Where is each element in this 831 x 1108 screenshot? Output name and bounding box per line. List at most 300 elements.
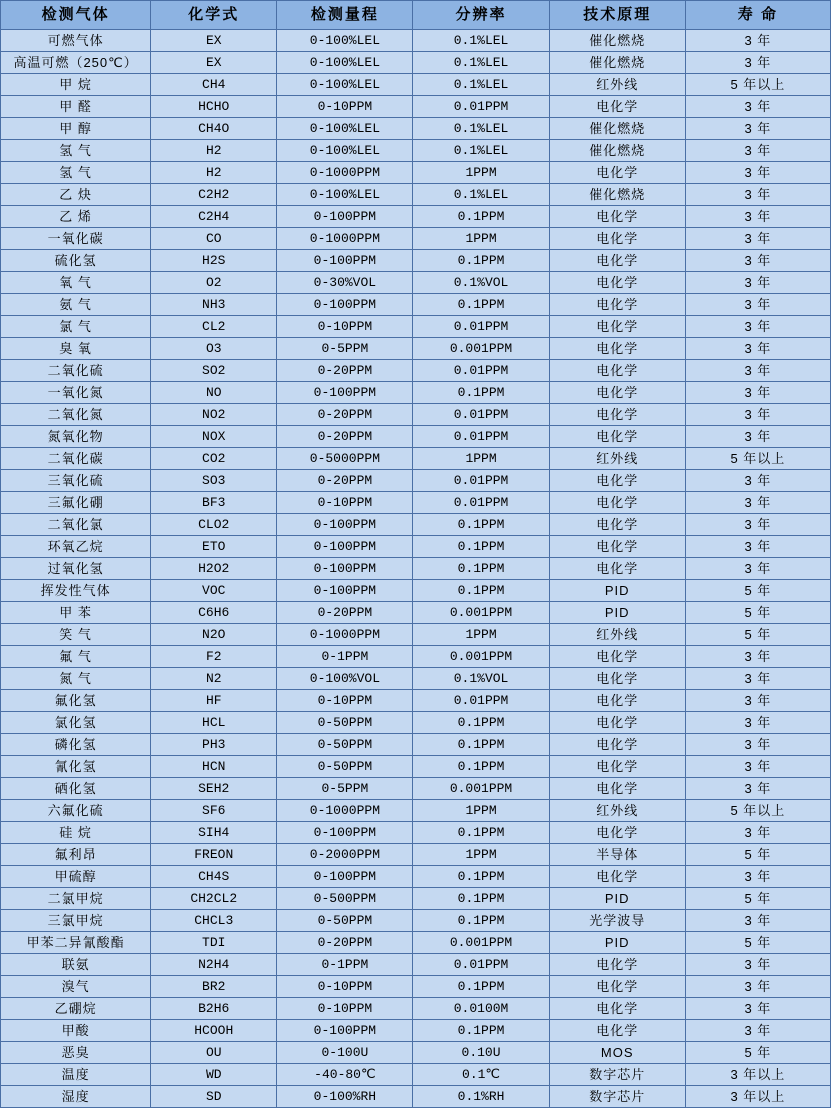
cell-gas-name: 氢 气 xyxy=(1,140,151,162)
cell-technical-principle: 电化学 xyxy=(549,294,685,316)
cell-technical-principle: MOS xyxy=(549,1042,685,1064)
cell-chemical-formula: H2 xyxy=(151,162,277,184)
cell-lifetime: 3 年 xyxy=(685,778,830,800)
cell-gas-name: 乙 炔 xyxy=(1,184,151,206)
cell-technical-principle: 红外线 xyxy=(549,624,685,646)
table-row xyxy=(1,602,831,624)
cell-resolution: 0.1PPM xyxy=(413,866,549,888)
cell-technical-principle: 电化学 xyxy=(549,866,685,888)
cell-technical-principle: 电化学 xyxy=(549,514,685,536)
column-header-principle: 技术原理 xyxy=(549,1,685,30)
cell-gas-name: 甲酸 xyxy=(1,1020,151,1042)
cell-lifetime: 3 年 xyxy=(685,558,830,580)
cell-detection-range: 0-100PPM xyxy=(277,536,413,558)
cell-detection-range: 0-20PPM xyxy=(277,602,413,624)
cell-lifetime: 5 年以上 xyxy=(685,448,830,470)
cell-detection-range: 0-30%VOL xyxy=(277,272,413,294)
cell-gas-name: 磷化氢 xyxy=(1,734,151,756)
cell-lifetime: 3 年 xyxy=(685,998,830,1020)
cell-lifetime: 3 年 xyxy=(685,1020,830,1042)
cell-gas-name: 氧 气 xyxy=(1,272,151,294)
table-row xyxy=(1,536,831,558)
cell-technical-principle: 催化燃烧 xyxy=(549,30,685,52)
cell-lifetime: 5 年 xyxy=(685,580,830,602)
table-body xyxy=(1,30,831,1108)
cell-technical-principle: 电化学 xyxy=(549,646,685,668)
cell-resolution: 0.001PPM xyxy=(413,778,549,800)
cell-resolution: 0.1PPM xyxy=(413,1020,549,1042)
table-row xyxy=(1,712,831,734)
cell-resolution: 0.01PPM xyxy=(413,954,549,976)
cell-resolution: 0.0100M xyxy=(413,998,549,1020)
cell-detection-range: 0-5PPM xyxy=(277,778,413,800)
cell-chemical-formula: SEH2 xyxy=(151,778,277,800)
cell-gas-name: 氯化氢 xyxy=(1,712,151,734)
cell-resolution: 0.1%LEL xyxy=(413,140,549,162)
cell-resolution: 0.1%VOL xyxy=(413,668,549,690)
cell-technical-principle: 电化学 xyxy=(549,536,685,558)
table-row xyxy=(1,184,831,206)
cell-chemical-formula: NH3 xyxy=(151,294,277,316)
cell-gas-name: 三氧化硫 xyxy=(1,470,151,492)
cell-detection-range: 0-100%LEL xyxy=(277,184,413,206)
table-row xyxy=(1,1086,831,1108)
cell-technical-principle: 电化学 xyxy=(549,228,685,250)
table-row xyxy=(1,338,831,360)
cell-lifetime: 3 年 xyxy=(685,52,830,74)
cell-technical-principle: 电化学 xyxy=(549,206,685,228)
cell-chemical-formula: CH4O xyxy=(151,118,277,140)
column-header-gas: 检测气体 xyxy=(1,1,151,30)
cell-detection-range: 0-100%LEL xyxy=(277,30,413,52)
cell-technical-principle: 数字芯片 xyxy=(549,1086,685,1108)
cell-technical-principle: PID xyxy=(549,602,685,624)
cell-detection-range: 0-10PPM xyxy=(277,492,413,514)
table-row xyxy=(1,800,831,822)
cell-technical-principle: 电化学 xyxy=(549,338,685,360)
cell-lifetime: 5 年 xyxy=(685,888,830,910)
cell-gas-name: 温度 xyxy=(1,1064,151,1086)
table-row xyxy=(1,976,831,998)
column-header-range: 检测量程 xyxy=(277,1,413,30)
cell-detection-range: 0-100PPM xyxy=(277,580,413,602)
cell-detection-range: 0-100%LEL xyxy=(277,74,413,96)
cell-detection-range: 0-10PPM xyxy=(277,96,413,118)
cell-chemical-formula: CH4S xyxy=(151,866,277,888)
cell-technical-principle: 电化学 xyxy=(549,822,685,844)
table-row xyxy=(1,1042,831,1064)
cell-detection-range: 0-10PPM xyxy=(277,690,413,712)
cell-lifetime: 3 年 xyxy=(685,668,830,690)
cell-lifetime: 5 年 xyxy=(685,624,830,646)
cell-gas-name: 一氧化碳 xyxy=(1,228,151,250)
cell-resolution: 0.001PPM xyxy=(413,932,549,954)
cell-technical-principle: 电化学 xyxy=(549,272,685,294)
cell-gas-name: 甲 醇 xyxy=(1,118,151,140)
cell-gas-name: 乙 烯 xyxy=(1,206,151,228)
cell-gas-name: 氯 气 xyxy=(1,316,151,338)
cell-lifetime: 3 年 xyxy=(685,294,830,316)
cell-lifetime: 3 年 xyxy=(685,426,830,448)
cell-resolution: 0.1%LEL xyxy=(413,74,549,96)
cell-lifetime: 3 年 xyxy=(685,338,830,360)
cell-detection-range: 0-1PPM xyxy=(277,954,413,976)
table-row xyxy=(1,492,831,514)
cell-technical-principle: 红外线 xyxy=(549,448,685,470)
cell-technical-principle: 催化燃烧 xyxy=(549,52,685,74)
cell-detection-range: 0-100PPM xyxy=(277,1020,413,1042)
cell-detection-range: 0-10PPM xyxy=(277,998,413,1020)
cell-detection-range: -40-80℃ xyxy=(277,1064,413,1086)
table-row xyxy=(1,624,831,646)
cell-resolution: 0.1PPM xyxy=(413,734,549,756)
cell-technical-principle: 电化学 xyxy=(549,404,685,426)
cell-lifetime: 3 年 xyxy=(685,206,830,228)
table-row xyxy=(1,426,831,448)
cell-lifetime: 3 年 xyxy=(685,954,830,976)
cell-lifetime: 3 年 xyxy=(685,690,830,712)
cell-detection-range: 0-20PPM xyxy=(277,426,413,448)
cell-resolution: 0.01PPM xyxy=(413,360,549,382)
cell-gas-name: 恶臭 xyxy=(1,1042,151,1064)
cell-chemical-formula: CO2 xyxy=(151,448,277,470)
cell-chemical-formula: HF xyxy=(151,690,277,712)
cell-chemical-formula: PH3 xyxy=(151,734,277,756)
table-row xyxy=(1,888,831,910)
cell-chemical-formula: N2 xyxy=(151,668,277,690)
cell-technical-principle: 电化学 xyxy=(549,426,685,448)
cell-detection-range: 0-100%VOL xyxy=(277,668,413,690)
cell-chemical-formula: SD xyxy=(151,1086,277,1108)
cell-chemical-formula: HCHO xyxy=(151,96,277,118)
cell-detection-range: 0-100%LEL xyxy=(277,118,413,140)
cell-chemical-formula: NO xyxy=(151,382,277,404)
cell-gas-name: 六氟化硫 xyxy=(1,800,151,822)
table-row xyxy=(1,866,831,888)
cell-gas-name: 笑 气 xyxy=(1,624,151,646)
cell-detection-range: 0-1PPM xyxy=(277,646,413,668)
cell-technical-principle: 电化学 xyxy=(549,360,685,382)
cell-resolution: 0.1PPM xyxy=(413,756,549,778)
cell-gas-name: 甲 苯 xyxy=(1,602,151,624)
table-row xyxy=(1,756,831,778)
cell-resolution: 0.1PPM xyxy=(413,888,549,910)
cell-gas-name: 硫化氢 xyxy=(1,250,151,272)
cell-gas-name: 氮氧化物 xyxy=(1,426,151,448)
cell-chemical-formula: C2H2 xyxy=(151,184,277,206)
cell-chemical-formula: ETO xyxy=(151,536,277,558)
cell-detection-range: 0-1000PPM xyxy=(277,624,413,646)
cell-lifetime: 3 年 xyxy=(685,492,830,514)
cell-lifetime: 3 年 xyxy=(685,228,830,250)
cell-technical-principle: 红外线 xyxy=(549,800,685,822)
table-row xyxy=(1,250,831,272)
cell-resolution: 0.1%LEL xyxy=(413,184,549,206)
cell-gas-name: 三氟化硼 xyxy=(1,492,151,514)
cell-detection-range: 0-20PPM xyxy=(277,404,413,426)
cell-resolution: 0.01PPM xyxy=(413,96,549,118)
table-row xyxy=(1,206,831,228)
cell-technical-principle: 数字芯片 xyxy=(549,1064,685,1086)
cell-technical-principle: 电化学 xyxy=(549,954,685,976)
cell-gas-name: 二氧化硫 xyxy=(1,360,151,382)
cell-detection-range: 0-50PPM xyxy=(277,756,413,778)
cell-detection-range: 0-100U xyxy=(277,1042,413,1064)
cell-lifetime: 3 年 xyxy=(685,118,830,140)
table-row xyxy=(1,360,831,382)
table-row xyxy=(1,910,831,932)
cell-gas-name: 硅 烷 xyxy=(1,822,151,844)
cell-lifetime: 3 年 xyxy=(685,514,830,536)
cell-technical-principle: PID xyxy=(549,888,685,910)
cell-resolution: 0.01PPM xyxy=(413,690,549,712)
cell-chemical-formula: SO3 xyxy=(151,470,277,492)
cell-chemical-formula: HCL xyxy=(151,712,277,734)
cell-chemical-formula: C2H4 xyxy=(151,206,277,228)
table-row xyxy=(1,690,831,712)
cell-lifetime: 3 年 xyxy=(685,734,830,756)
cell-technical-principle: 电化学 xyxy=(549,998,685,1020)
cell-chemical-formula: FREON xyxy=(151,844,277,866)
table-header xyxy=(1,1,831,30)
cell-detection-range: 0-10PPM xyxy=(277,316,413,338)
cell-resolution: 0.01PPM xyxy=(413,426,549,448)
cell-chemical-formula: H2O2 xyxy=(151,558,277,580)
cell-detection-range: 0-10PPM xyxy=(277,976,413,998)
cell-chemical-formula: CHCL3 xyxy=(151,910,277,932)
cell-chemical-formula: N2H4 xyxy=(151,954,277,976)
cell-technical-principle: PID xyxy=(549,932,685,954)
cell-chemical-formula: CO xyxy=(151,228,277,250)
cell-gas-name: 二氧化氯 xyxy=(1,514,151,536)
cell-chemical-formula: B2H6 xyxy=(151,998,277,1020)
cell-chemical-formula: BF3 xyxy=(151,492,277,514)
cell-chemical-formula: N2O xyxy=(151,624,277,646)
cell-gas-name: 二氯甲烷 xyxy=(1,888,151,910)
cell-technical-principle: 红外线 xyxy=(549,74,685,96)
table-row xyxy=(1,316,831,338)
table-row xyxy=(1,998,831,1020)
table-row xyxy=(1,558,831,580)
cell-resolution: 0.10U xyxy=(413,1042,549,1064)
cell-technical-principle: 电化学 xyxy=(549,690,685,712)
cell-chemical-formula: C6H6 xyxy=(151,602,277,624)
cell-detection-range: 0-20PPM xyxy=(277,360,413,382)
cell-resolution: 0.001PPM xyxy=(413,602,549,624)
cell-detection-range: 0-500PPM xyxy=(277,888,413,910)
table-row xyxy=(1,96,831,118)
cell-lifetime: 5 年 xyxy=(685,844,830,866)
cell-chemical-formula: HCN xyxy=(151,756,277,778)
cell-chemical-formula: SIH4 xyxy=(151,822,277,844)
cell-detection-range: 0-100PPM xyxy=(277,382,413,404)
cell-technical-principle: 催化燃烧 xyxy=(549,140,685,162)
cell-resolution: 0.1PPM xyxy=(413,822,549,844)
cell-technical-principle: 电化学 xyxy=(549,492,685,514)
table-row xyxy=(1,822,831,844)
cell-chemical-formula: WD xyxy=(151,1064,277,1086)
cell-gas-name: 二氧化碳 xyxy=(1,448,151,470)
cell-chemical-formula: SO2 xyxy=(151,360,277,382)
cell-resolution: 0.01PPM xyxy=(413,470,549,492)
cell-gas-name: 一氧化氮 xyxy=(1,382,151,404)
cell-lifetime: 3 年 xyxy=(685,162,830,184)
column-header-lifetime: 寿 命 xyxy=(685,1,830,30)
table-row xyxy=(1,932,831,954)
cell-gas-name: 氰化氢 xyxy=(1,756,151,778)
table-row xyxy=(1,734,831,756)
cell-chemical-formula: HCOOH xyxy=(151,1020,277,1042)
cell-gas-name: 甲苯二异氰酸酯 xyxy=(1,932,151,954)
cell-technical-principle: 半导体 xyxy=(549,844,685,866)
cell-resolution: 0.001PPM xyxy=(413,338,549,360)
cell-gas-name: 氟利昂 xyxy=(1,844,151,866)
cell-lifetime: 3 年 xyxy=(685,756,830,778)
cell-detection-range: 0-1000PPM xyxy=(277,228,413,250)
cell-chemical-formula: CL2 xyxy=(151,316,277,338)
cell-chemical-formula: EX xyxy=(151,52,277,74)
cell-detection-range: 0-20PPM xyxy=(277,470,413,492)
cell-lifetime: 5 年 xyxy=(685,932,830,954)
cell-resolution: 0.1PPM xyxy=(413,712,549,734)
cell-chemical-formula: VOC xyxy=(151,580,277,602)
table-row xyxy=(1,382,831,404)
cell-technical-principle: 电化学 xyxy=(549,250,685,272)
cell-chemical-formula: H2 xyxy=(151,140,277,162)
table-row xyxy=(1,954,831,976)
cell-resolution: 0.1%LEL xyxy=(413,30,549,52)
cell-technical-principle: 电化学 xyxy=(549,668,685,690)
cell-technical-principle: 电化学 xyxy=(549,734,685,756)
cell-gas-name: 氟 气 xyxy=(1,646,151,668)
cell-chemical-formula: BR2 xyxy=(151,976,277,998)
cell-technical-principle: 电化学 xyxy=(549,382,685,404)
cell-lifetime: 5 年以上 xyxy=(685,800,830,822)
cell-gas-name: 溴气 xyxy=(1,976,151,998)
cell-detection-range: 0-100PPM xyxy=(277,558,413,580)
cell-technical-principle: PID xyxy=(549,580,685,602)
cell-technical-principle: 催化燃烧 xyxy=(549,184,685,206)
cell-resolution: 1PPM xyxy=(413,448,549,470)
cell-resolution: 0.1PPM xyxy=(413,206,549,228)
cell-resolution: 0.1℃ xyxy=(413,1064,549,1086)
table-row xyxy=(1,162,831,184)
cell-resolution: 0.01PPM xyxy=(413,404,549,426)
table-row xyxy=(1,646,831,668)
cell-lifetime: 3 年 xyxy=(685,536,830,558)
cell-lifetime: 5 年以上 xyxy=(685,74,830,96)
cell-technical-principle: 电化学 xyxy=(549,778,685,800)
cell-resolution: 0.01PPM xyxy=(413,492,549,514)
cell-chemical-formula: SF6 xyxy=(151,800,277,822)
cell-gas-name: 氨 气 xyxy=(1,294,151,316)
cell-gas-name: 硒化氢 xyxy=(1,778,151,800)
cell-chemical-formula: CLO2 xyxy=(151,514,277,536)
cell-detection-range: 0-50PPM xyxy=(277,734,413,756)
table-row xyxy=(1,470,831,492)
cell-technical-principle: 电化学 xyxy=(549,756,685,778)
cell-gas-name: 甲 醛 xyxy=(1,96,151,118)
table-row xyxy=(1,118,831,140)
column-header-resolution: 分辨率 xyxy=(413,1,549,30)
cell-gas-name: 甲 烷 xyxy=(1,74,151,96)
cell-lifetime: 3 年 xyxy=(685,646,830,668)
cell-detection-range: 0-50PPM xyxy=(277,910,413,932)
table-row xyxy=(1,228,831,250)
cell-resolution: 1PPM xyxy=(413,844,549,866)
cell-chemical-formula: CH4 xyxy=(151,74,277,96)
cell-detection-range: 0-5PPM xyxy=(277,338,413,360)
cell-gas-name: 甲硫醇 xyxy=(1,866,151,888)
cell-detection-range: 0-100PPM xyxy=(277,822,413,844)
cell-gas-name: 过氧化氢 xyxy=(1,558,151,580)
table-row xyxy=(1,448,831,470)
cell-resolution: 0.1PPM xyxy=(413,580,549,602)
cell-detection-range: 0-100%LEL xyxy=(277,140,413,162)
table-row xyxy=(1,52,831,74)
cell-technical-principle: 催化燃烧 xyxy=(549,118,685,140)
cell-resolution: 0.1PPM xyxy=(413,382,549,404)
cell-gas-name: 联氨 xyxy=(1,954,151,976)
cell-technical-principle: 电化学 xyxy=(549,558,685,580)
cell-lifetime: 3 年 xyxy=(685,822,830,844)
cell-lifetime: 3 年 xyxy=(685,316,830,338)
cell-technical-principle: 电化学 xyxy=(549,712,685,734)
cell-technical-principle: 电化学 xyxy=(549,96,685,118)
table-row xyxy=(1,668,831,690)
cell-lifetime: 3 年 xyxy=(685,470,830,492)
cell-chemical-formula: O2 xyxy=(151,272,277,294)
cell-resolution: 0.1%LEL xyxy=(413,118,549,140)
cell-lifetime: 3 年以上 xyxy=(685,1086,830,1108)
cell-chemical-formula: F2 xyxy=(151,646,277,668)
cell-gas-name: 氢 气 xyxy=(1,162,151,184)
cell-resolution: 0.1PPM xyxy=(413,976,549,998)
table-row xyxy=(1,404,831,426)
cell-resolution: 1PPM xyxy=(413,800,549,822)
cell-lifetime: 3 年 xyxy=(685,382,830,404)
table-row xyxy=(1,30,831,52)
cell-gas-name: 乙硼烷 xyxy=(1,998,151,1020)
cell-technical-principle: 电化学 xyxy=(549,1020,685,1042)
cell-lifetime: 3 年 xyxy=(685,404,830,426)
cell-detection-range: 0-100PPM xyxy=(277,206,413,228)
cell-lifetime: 3 年 xyxy=(685,250,830,272)
cell-lifetime: 5 年 xyxy=(685,1042,830,1064)
cell-lifetime: 3 年 xyxy=(685,30,830,52)
cell-chemical-formula: OU xyxy=(151,1042,277,1064)
table-row xyxy=(1,778,831,800)
column-header-formula: 化学式 xyxy=(151,1,277,30)
cell-gas-name: 高温可燃（250℃） xyxy=(1,52,151,74)
cell-gas-name: 氮 气 xyxy=(1,668,151,690)
cell-gas-name: 挥发性气体 xyxy=(1,580,151,602)
cell-chemical-formula: CH2CL2 xyxy=(151,888,277,910)
cell-resolution: 0.1PPM xyxy=(413,558,549,580)
table-row xyxy=(1,294,831,316)
table-row xyxy=(1,1020,831,1042)
cell-resolution: 0.1PPM xyxy=(413,250,549,272)
cell-lifetime: 3 年 xyxy=(685,360,830,382)
table-row xyxy=(1,514,831,536)
cell-technical-principle: 光学波导 xyxy=(549,910,685,932)
cell-gas-name: 可燃气体 xyxy=(1,30,151,52)
cell-chemical-formula: NO2 xyxy=(151,404,277,426)
cell-lifetime: 3 年 xyxy=(685,866,830,888)
cell-lifetime: 3 年 xyxy=(685,712,830,734)
cell-gas-name: 二氧化氮 xyxy=(1,404,151,426)
cell-lifetime: 3 年 xyxy=(685,184,830,206)
